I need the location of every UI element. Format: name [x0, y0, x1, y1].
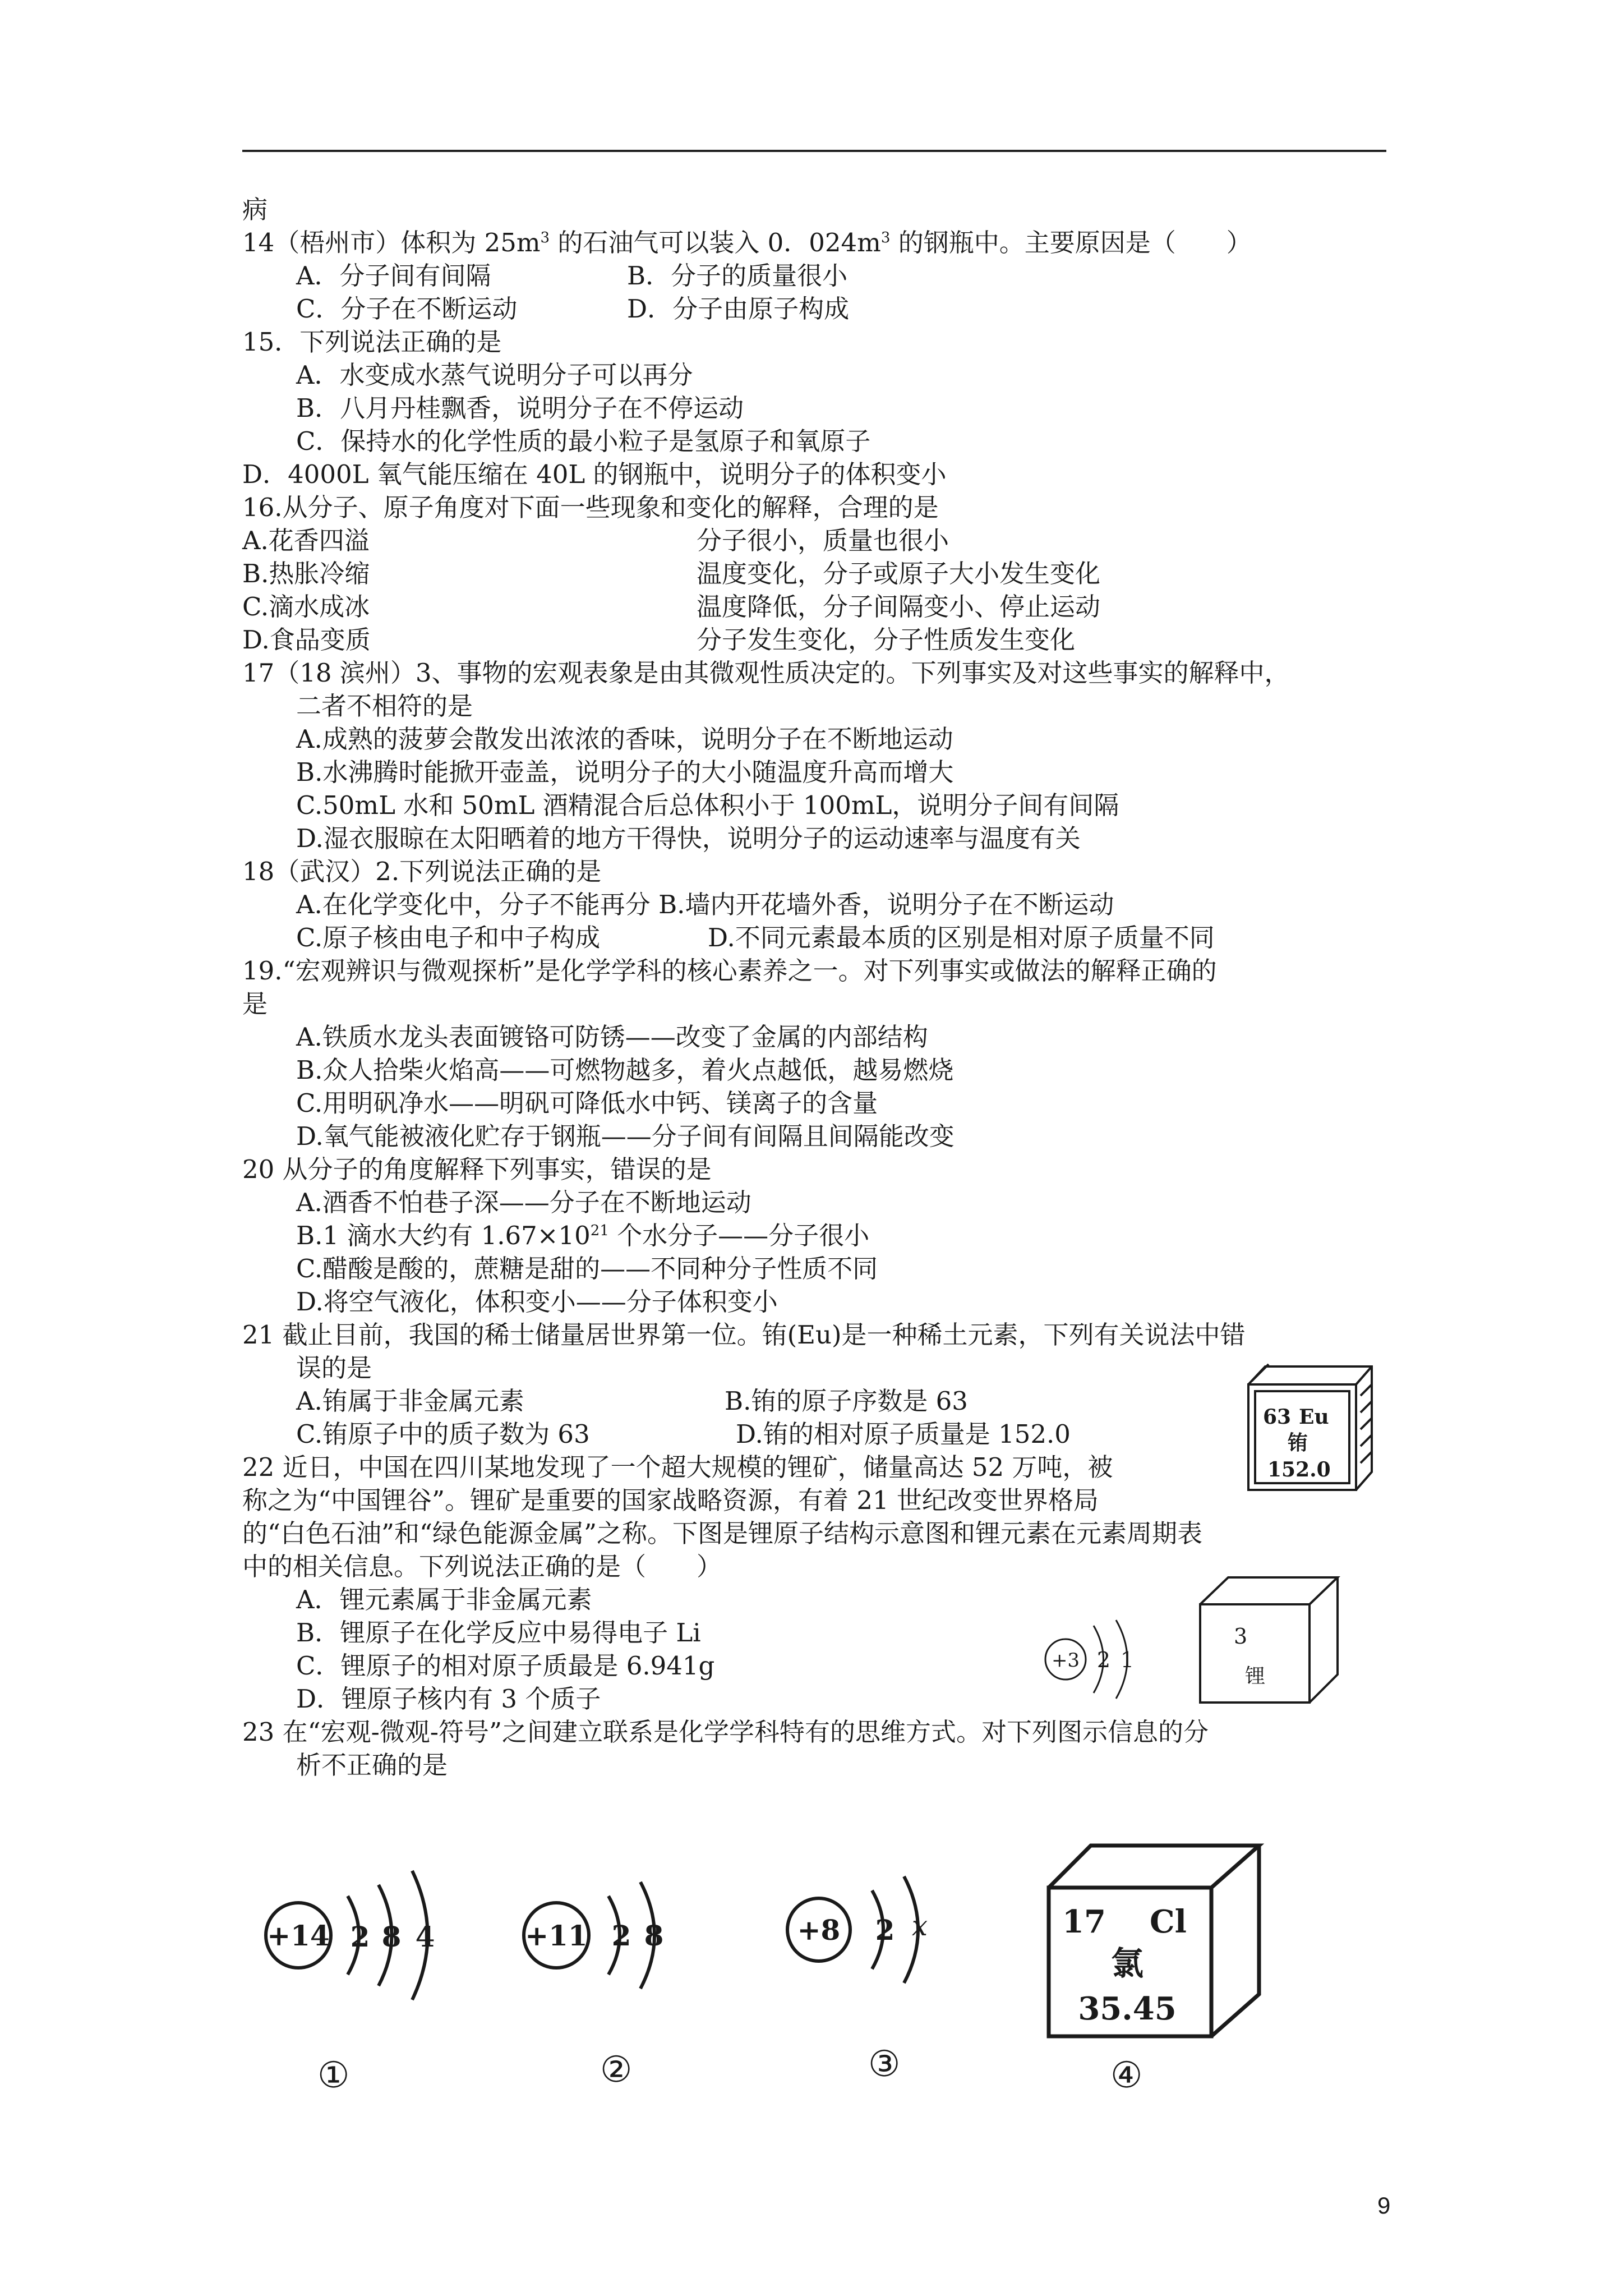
- q17-option-a: A.成熟的菠萝会散发出浓浓的香味，说明分子在不断地运动: [296, 724, 953, 754]
- fig1-shell-3: 4: [415, 1920, 435, 1953]
- q21-stem-cont: 误的是: [296, 1353, 372, 1383]
- q16-option-a-expl: 分子很小，质量也很小: [697, 526, 949, 555]
- q17-stem-cont: 二者不相符的是: [296, 691, 473, 721]
- cl-name: 氯: [1110, 1944, 1144, 1982]
- q21-option-d: D.铕的相对原子质量是 152.0: [736, 1419, 1071, 1449]
- q23-stem-cont: 析不正确的是: [296, 1750, 448, 1780]
- q22-stem-1: 22 近日，中国在四川某地发现了一个超大规模的锂矿，储量高达 52 万吨，被: [242, 1452, 1113, 1482]
- cl-atomic-mass: 35.45: [1078, 1990, 1177, 2027]
- q21-option-b: B.铕的原子序数是 63: [725, 1386, 968, 1416]
- q17-option-b: B.水沸腾时能掀开壶盖，说明分子的大小随温度升高而增大: [296, 757, 954, 787]
- q17-stem: 17（18 滨州）3、事物的宏观表象是由其微观性质决定的。下列事实及对这些事实的解释中，: [242, 658, 1290, 688]
- q23-figure-4-chlorine-tile: [1038, 1834, 1273, 2042]
- lithium-element-tile: [1189, 1571, 1352, 1711]
- q23-figure-3-atom: [780, 1857, 959, 1997]
- q22-stem-3: 的“白色石油”和“绿色能源金属”之称。下图是锂原子结构示意图和锂元素在元素周期表: [242, 1519, 1203, 1548]
- q22-stem-4: 中的相关信息。下列说法正确的是（ ）: [242, 1552, 722, 1581]
- lithium-atom-structure: [1038, 1609, 1161, 1704]
- q14-option-d: D．分子由原子构成: [627, 294, 850, 324]
- q15-stem: 15．下列说法正确的是: [242, 327, 502, 357]
- q23-label-4: ④: [1110, 2055, 1143, 2096]
- q20-stem: 20 从分子的角度解释下列事实，错误的是: [242, 1154, 712, 1184]
- q18-options-ab: A.在化学变化中，分子不能再分 B.墙内开花墙外香，说明分子在不断运动: [296, 890, 1114, 919]
- q23-stem: 23 在“宏观-微观-符号”之间建立联系是化学学科特有的思维方式。对下列图示信息的分: [242, 1717, 1209, 1747]
- q19-option-a: A.铁质水龙头表面镀铬可防锈——改变了金属的内部结构: [296, 1022, 928, 1052]
- continued-word: 病: [242, 195, 268, 224]
- fig2-shell-2: 8: [644, 1919, 664, 1952]
- li-shell-2: 1: [1120, 1648, 1135, 1672]
- q22-option-c: C．锂原子的相对原子质最是 6.941g: [296, 1651, 715, 1681]
- li-nucleus-charge: +3: [1051, 1649, 1080, 1672]
- q23-label-3: ③: [868, 2044, 901, 2085]
- q16-option-a: A.花香四溢: [242, 526, 370, 555]
- li-shell-1: 2: [1096, 1648, 1111, 1672]
- q16-stem: 16.从分子、原子角度对下面一些现象和变化的解释，合理的是: [242, 493, 939, 522]
- q19-option-d: D.氧气能被液化贮存于钢瓶——分子间有间隔且间隔能改变: [296, 1121, 955, 1151]
- fig3-shell-2: x: [911, 1910, 928, 1942]
- cl-atomic-number: 17: [1062, 1903, 1106, 1940]
- q20-option-b: B.1 滴水大约有 $1.67\times 10^{21}$ 个水分子——分子很小: [296, 1221, 870, 1250]
- q14-option-a: A．分子间有间隔: [296, 261, 491, 291]
- q14-option-c: C．分子在不断运动: [296, 294, 518, 324]
- q21-option-c: C.铕原子中的质子数为 63: [296, 1419, 590, 1449]
- q18-option-d: D.不同元素最本质的区别是相对原子质量不同: [708, 923, 1215, 953]
- q20-option-d: D.将空气液化，体积变小——分子体积变小: [296, 1287, 778, 1317]
- q19-option-c: C.用明矾净水——明矾可降低水中钙、镁离子的含量: [296, 1088, 878, 1118]
- q20-option-a: A.酒香不怕巷子深——分子在不断地运动: [296, 1188, 751, 1217]
- q16-option-c-expl: 温度降低，分子间隔变小、停止运动: [697, 592, 1101, 622]
- fig2-nucleus: +11: [525, 1919, 588, 1952]
- q16-option-d-expl: 分子发生变化，分子性质发生变化: [697, 625, 1076, 655]
- q17-option-d: D.湿衣服晾在太阳晒着的地方干得快，说明分子的运动速率与温度有关: [296, 823, 1081, 853]
- q15-option-a: A．水变成水蒸气说明分子可以再分: [296, 360, 693, 390]
- page-number: 9: [1377, 2192, 1391, 2219]
- q19-stem-cont: 是: [242, 989, 268, 1019]
- fig1-nucleus: +14: [267, 1919, 330, 1952]
- q22-option-a: A．锂元素属于非金属元素: [296, 1585, 592, 1614]
- eu-atomic-mass: 152.0: [1267, 1458, 1331, 1481]
- q22-option-b: B．锂原子在化学反应中易得电子 Li: [296, 1618, 701, 1648]
- fig3-nucleus: +8: [797, 1913, 841, 1947]
- fig3-shell-1: 2: [875, 1913, 895, 1947]
- eu-atomic-number: 63: [1263, 1405, 1292, 1429]
- europium-element-tile: [1232, 1362, 1389, 1508]
- q18-stem: 18（武汉）2.下列说法正确的是: [242, 857, 602, 886]
- q14-stem: 14（梧州市）体积为 $25m^3$ 的石油气可以装入 0．$024m^3$ 的钢瓶中。主要原因是（ ）: [242, 228, 1252, 257]
- header-rule: [242, 150, 1386, 152]
- q23-figure-1-atom: [258, 1857, 482, 2008]
- q16-option-b: B.热胀冷缩: [242, 559, 370, 588]
- q19-stem: 19.“宏观辨识与微观探析”是化学学科的核心素养之一。对下列事实或做法的解释正确的: [242, 956, 1217, 986]
- q21-stem: 21 截止目前，我国的稀士储量居世界第一位。铕(Eu)是一种稀土元素，下列有关说法中错: [242, 1320, 1246, 1350]
- q17-option-c: C.50mL 水和 50mL 酒精混合后总体积小于 100mL，说明分子间有间隔: [296, 790, 1119, 820]
- q21-option-a: A.铕属于非金属元素: [296, 1386, 524, 1416]
- fig1-shell-1: 2: [350, 1920, 370, 1953]
- q15-option-d: D．4000L 氧气能压缩在 40L 的钢瓶中，说明分子的体积变小: [242, 459, 947, 489]
- q15-option-b: B．八月丹桂飘香，说明分子在不停运动: [296, 393, 744, 423]
- q16-option-d: D.食品变质: [242, 625, 371, 655]
- q19-option-b: B.众人拾柴火焰高——可燃物越多，着火点越低，越易燃烧: [296, 1055, 954, 1085]
- q23-figure-2-atom: [516, 1862, 695, 2003]
- q14-option-b: B．分子的质量很小: [627, 261, 848, 291]
- fig1-shell-2: 8: [381, 1920, 402, 1953]
- li-name: 锂: [1245, 1665, 1266, 1688]
- q16-option-c: C.滴水成冰: [242, 592, 370, 622]
- q23-label-2: ②: [600, 2049, 633, 2091]
- q23-label-1: ①: [317, 2055, 350, 2096]
- eu-name: 铕: [1288, 1431, 1308, 1455]
- q15-option-c: C．保持水的化学性质的最小粒子是氢原子和氧原子: [296, 426, 871, 456]
- cl-symbol: Cl: [1150, 1903, 1187, 1940]
- q16-option-b-expl: 温度变化，分子或原子大小发生变化: [697, 559, 1101, 588]
- eu-symbol: Eu: [1299, 1405, 1329, 1429]
- q18-option-c: C.原子核由电子和中子构成: [296, 923, 601, 953]
- q22-stem-2: 称之为“中国锂谷”。锂矿是重要的国家战略资源，有着 21 世纪改变世界格局: [242, 1485, 1099, 1515]
- li-atomic-number: 3: [1234, 1624, 1248, 1649]
- q22-option-d: D．锂原子核内有 3 个质子: [296, 1684, 601, 1714]
- fig2-shell-1: 2: [611, 1919, 631, 1952]
- q20-option-c: C.醋酸是酸的，蔗糖是甜的——不同种分子性质不同: [296, 1254, 878, 1283]
